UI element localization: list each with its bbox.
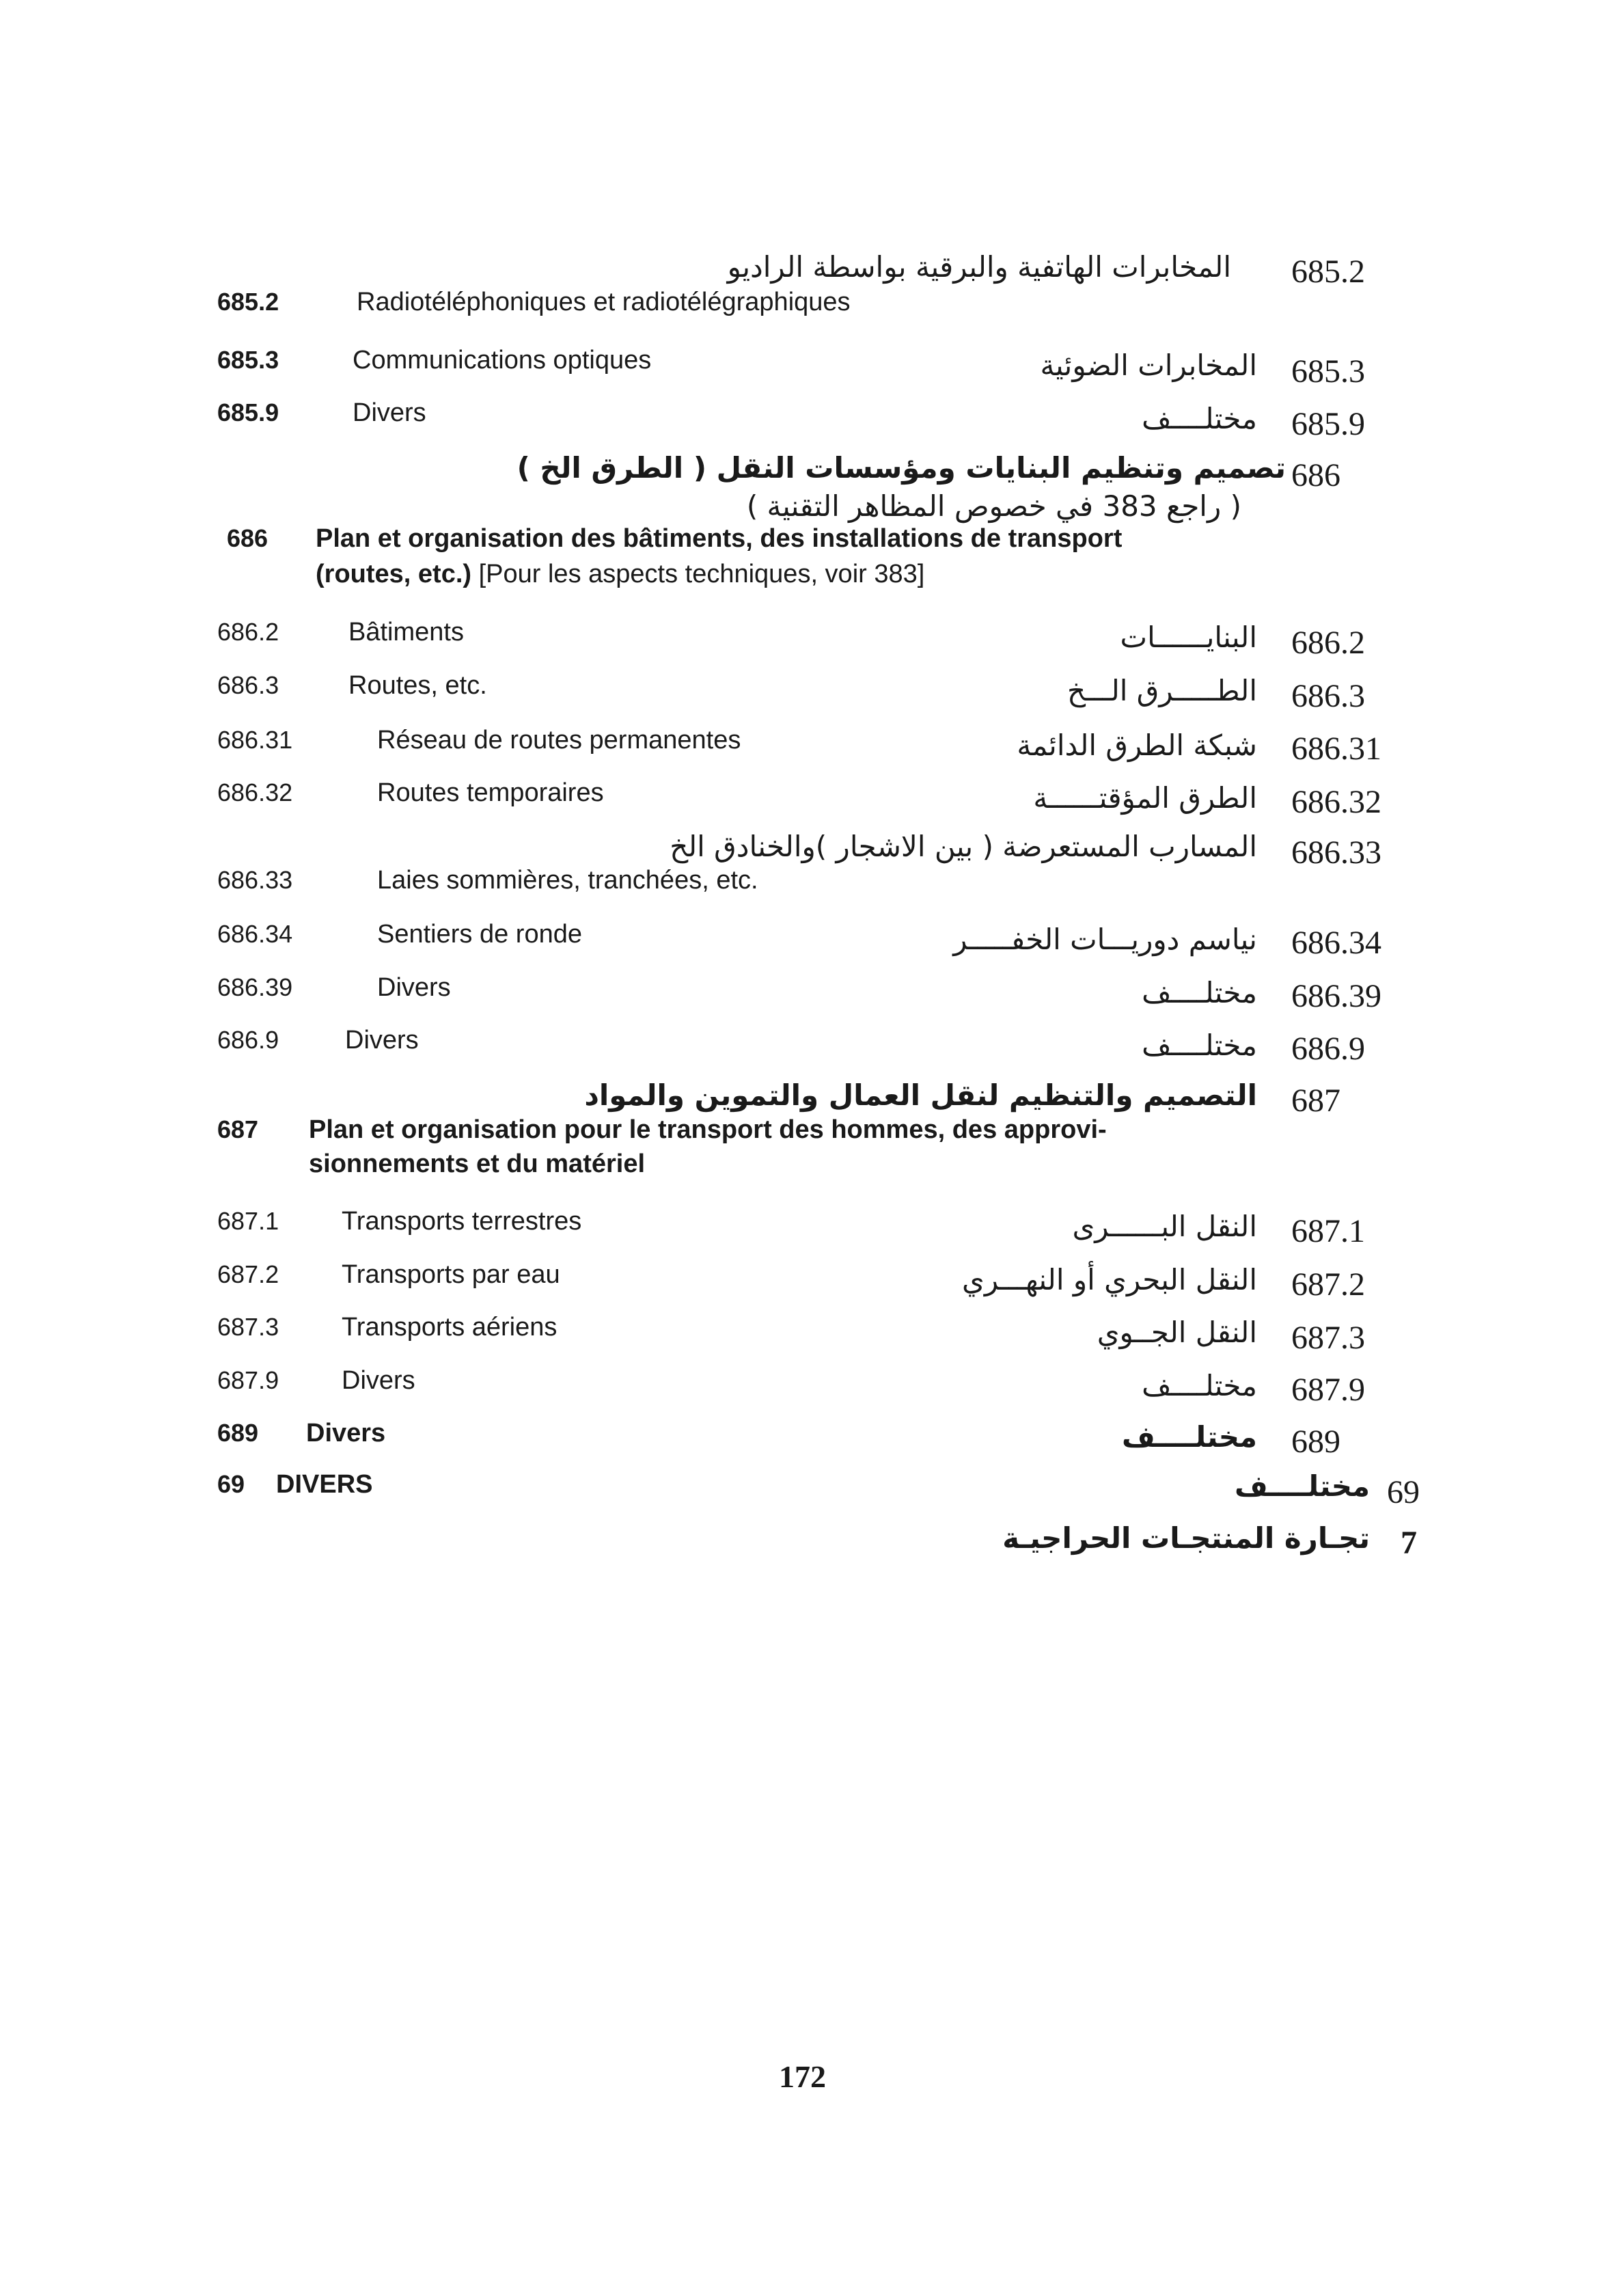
entry-687-2-ar-code: 687.2 xyxy=(1291,1266,1365,1303)
entry-687-ar-code: 687 xyxy=(1291,1083,1340,1119)
entry-686-39-fr-label: Divers xyxy=(377,973,451,1002)
entry-689-fr-code: 689 xyxy=(217,1419,259,1447)
entry-686-33-fr-label: Laies sommières, tranchées, etc. xyxy=(377,866,758,895)
entry-686-31-ar-code: 686.31 xyxy=(1291,731,1381,767)
entry-686-31-fr-code: 686.31 xyxy=(217,726,293,754)
entry-686-fr-label-line2-bold: (routes, etc.) xyxy=(316,560,472,588)
entry-69-fr-label: DIVERS xyxy=(276,1470,373,1499)
entry-685-2-fr-label: Radiotéléphoniques et radiotélégraphiques xyxy=(357,288,851,316)
entry-686-39-ar-code: 686.39 xyxy=(1291,978,1381,1014)
entry-686-31-fr-label: Réseau de routes permanentes xyxy=(377,726,741,754)
entry-687-1-fr-code: 687.1 xyxy=(217,1207,279,1235)
entry-686-32-fr-code: 686.32 xyxy=(217,778,293,806)
entry-686-fr-label-line1: Plan et organisation des bâtiments, des installations de transport xyxy=(316,524,1123,553)
entry-686-33-fr-code: 686.33 xyxy=(217,866,293,894)
entry-686-32-ar-code: 686.32 xyxy=(1291,784,1381,820)
entry-687-ar-label: التصميم والتنظيم لنقل العمال والتموين والمواد xyxy=(584,1078,1257,1112)
entry-689-ar-code: 689 xyxy=(1291,1424,1340,1460)
entry-686-3-fr-label: Routes, etc. xyxy=(348,671,487,700)
entry-689-fr-label: Divers xyxy=(306,1419,386,1447)
entry-686-34-ar-code: 686.34 xyxy=(1291,925,1381,961)
entry-686-9-fr-label: Divers xyxy=(345,1026,419,1055)
entry-69-fr-code: 69 xyxy=(217,1470,245,1498)
entry-687-1-ar-label: النقل البــــــرى xyxy=(1072,1210,1257,1243)
entry-686-34-fr-code: 686.34 xyxy=(217,920,293,948)
entry-69-ar-code: 69 xyxy=(1387,1474,1420,1510)
entry-7-ar-code: 7 xyxy=(1401,1525,1417,1561)
entry-687-9-fr-label: Divers xyxy=(342,1366,415,1395)
entry-687-1-ar-code: 687.1 xyxy=(1291,1213,1365,1249)
entry-685-2-fr-code: 685.2 xyxy=(217,288,279,316)
entry-686-2-fr-label: Bâtiments xyxy=(348,618,464,647)
entry-686-31-ar-label: شبكة الطرق الدائمة xyxy=(1017,729,1257,762)
entry-686-fr-label-line2-rest: [Pour les aspects techniques, voir 383] xyxy=(471,560,925,588)
entry-687-fr-label-line2: sionnements et du matériel xyxy=(309,1150,646,1178)
entry-685-9-ar-code: 685.9 xyxy=(1291,406,1365,442)
page-number: 172 xyxy=(779,2059,826,2094)
entry-686-fr-code: 686 xyxy=(227,524,269,552)
entry-69-ar-label: مختلــــف xyxy=(1234,1469,1370,1503)
entry-686-3-ar-label: الطـــــرق الـــخ xyxy=(1066,674,1257,707)
entry-686-39-fr-code: 686.39 xyxy=(217,973,293,1001)
entry-686-39-ar-label: مختلــــف xyxy=(1142,976,1257,1009)
entry-687-9-ar-label: مختلــــف xyxy=(1142,1369,1257,1402)
entry-687-3-fr-label: Transports aériens xyxy=(342,1313,558,1342)
entry-686-34-fr-label: Sentiers de ronde xyxy=(377,920,582,949)
entry-686-32-fr-label: Routes temporaires xyxy=(377,778,604,807)
entry-686-fr-label-line2 xyxy=(316,560,924,589)
entry-685-3-fr-code: 685.3 xyxy=(217,346,279,374)
entry-686-33-ar-code: 686.33 xyxy=(1291,834,1381,871)
entry-687-3-ar-code: 687.3 xyxy=(1291,1320,1365,1356)
entry-686-2-fr-code: 686.2 xyxy=(217,618,279,646)
entry-687-3-fr-code: 687.3 xyxy=(217,1313,279,1341)
entry-687-2-fr-code: 687.2 xyxy=(217,1260,279,1288)
entry-687-9-ar-code: 687.9 xyxy=(1291,1372,1365,1408)
entry-685-3-ar-label: المخابرات الضوئية xyxy=(1040,349,1257,382)
entry-686-32-ar-label: الطرق المؤقتــــــة xyxy=(1033,781,1257,815)
entry-686-ar-label-line2: ( راجع 383 في خصوص المظاهر التقنية ) xyxy=(746,489,1241,523)
entry-686-2-ar-label: البنايــــــات xyxy=(1120,621,1257,654)
entry-687-2-fr-label: Transports par eau xyxy=(342,1260,560,1289)
entry-686-3-fr-code: 686.3 xyxy=(217,671,279,699)
entry-687-fr-label-line1: Plan et organisation pour le transport des hommes, des approvi- xyxy=(309,1115,1107,1144)
entry-686-ar-code: 686 xyxy=(1291,457,1340,493)
entry-686-9-ar-label: مختلــــف xyxy=(1142,1029,1257,1062)
entry-685-2-ar-code: 685.2 xyxy=(1291,254,1365,290)
entry-686-ar-label-line1: تصميم وتنظيم البنايات ومؤسسات النقل ( الطرق الخ ) xyxy=(517,451,1286,485)
entry-687-1-fr-label: Transports terrestres xyxy=(342,1207,582,1236)
entry-7-ar-label: تجـارة المنتجـات الحراجيـة xyxy=(1002,1521,1370,1555)
entry-687-fr-code: 687 xyxy=(217,1115,259,1143)
entry-685-2-ar-label: المخابرات الهاتفية والبرقية بواسطة الراديو xyxy=(727,250,1231,284)
entry-685-3-ar-code: 685.3 xyxy=(1291,353,1365,390)
entry-686-9-ar-code: 686.9 xyxy=(1291,1031,1365,1067)
entry-685-9-fr-label: Divers xyxy=(353,398,426,427)
entry-686-9-fr-code: 686.9 xyxy=(217,1026,279,1054)
entry-686-2-ar-code: 686.2 xyxy=(1291,625,1365,661)
entry-687-9-fr-code: 687.9 xyxy=(217,1366,279,1394)
entry-686-33-ar-label: المسارب المستعرضة ( بين الاشجار )والخنادق الخ xyxy=(670,830,1257,863)
entry-685-9-ar-label: مختلــــف xyxy=(1142,402,1257,435)
entry-686-3-ar-code: 686.3 xyxy=(1291,678,1365,714)
entry-687-2-ar-label: النقل البحري أو النهـــري xyxy=(962,1263,1257,1296)
entry-685-3-fr-label: Communications optiques xyxy=(353,346,652,375)
entry-687-3-ar-label: النقل الجــوي xyxy=(1097,1316,1257,1349)
entry-686-34-ar-label: نياسم دوريـــات الخفـــــر xyxy=(953,923,1257,956)
entry-689-ar-label: مختلــــف xyxy=(1121,1420,1257,1454)
entry-685-9-fr-code: 685.9 xyxy=(217,398,279,426)
